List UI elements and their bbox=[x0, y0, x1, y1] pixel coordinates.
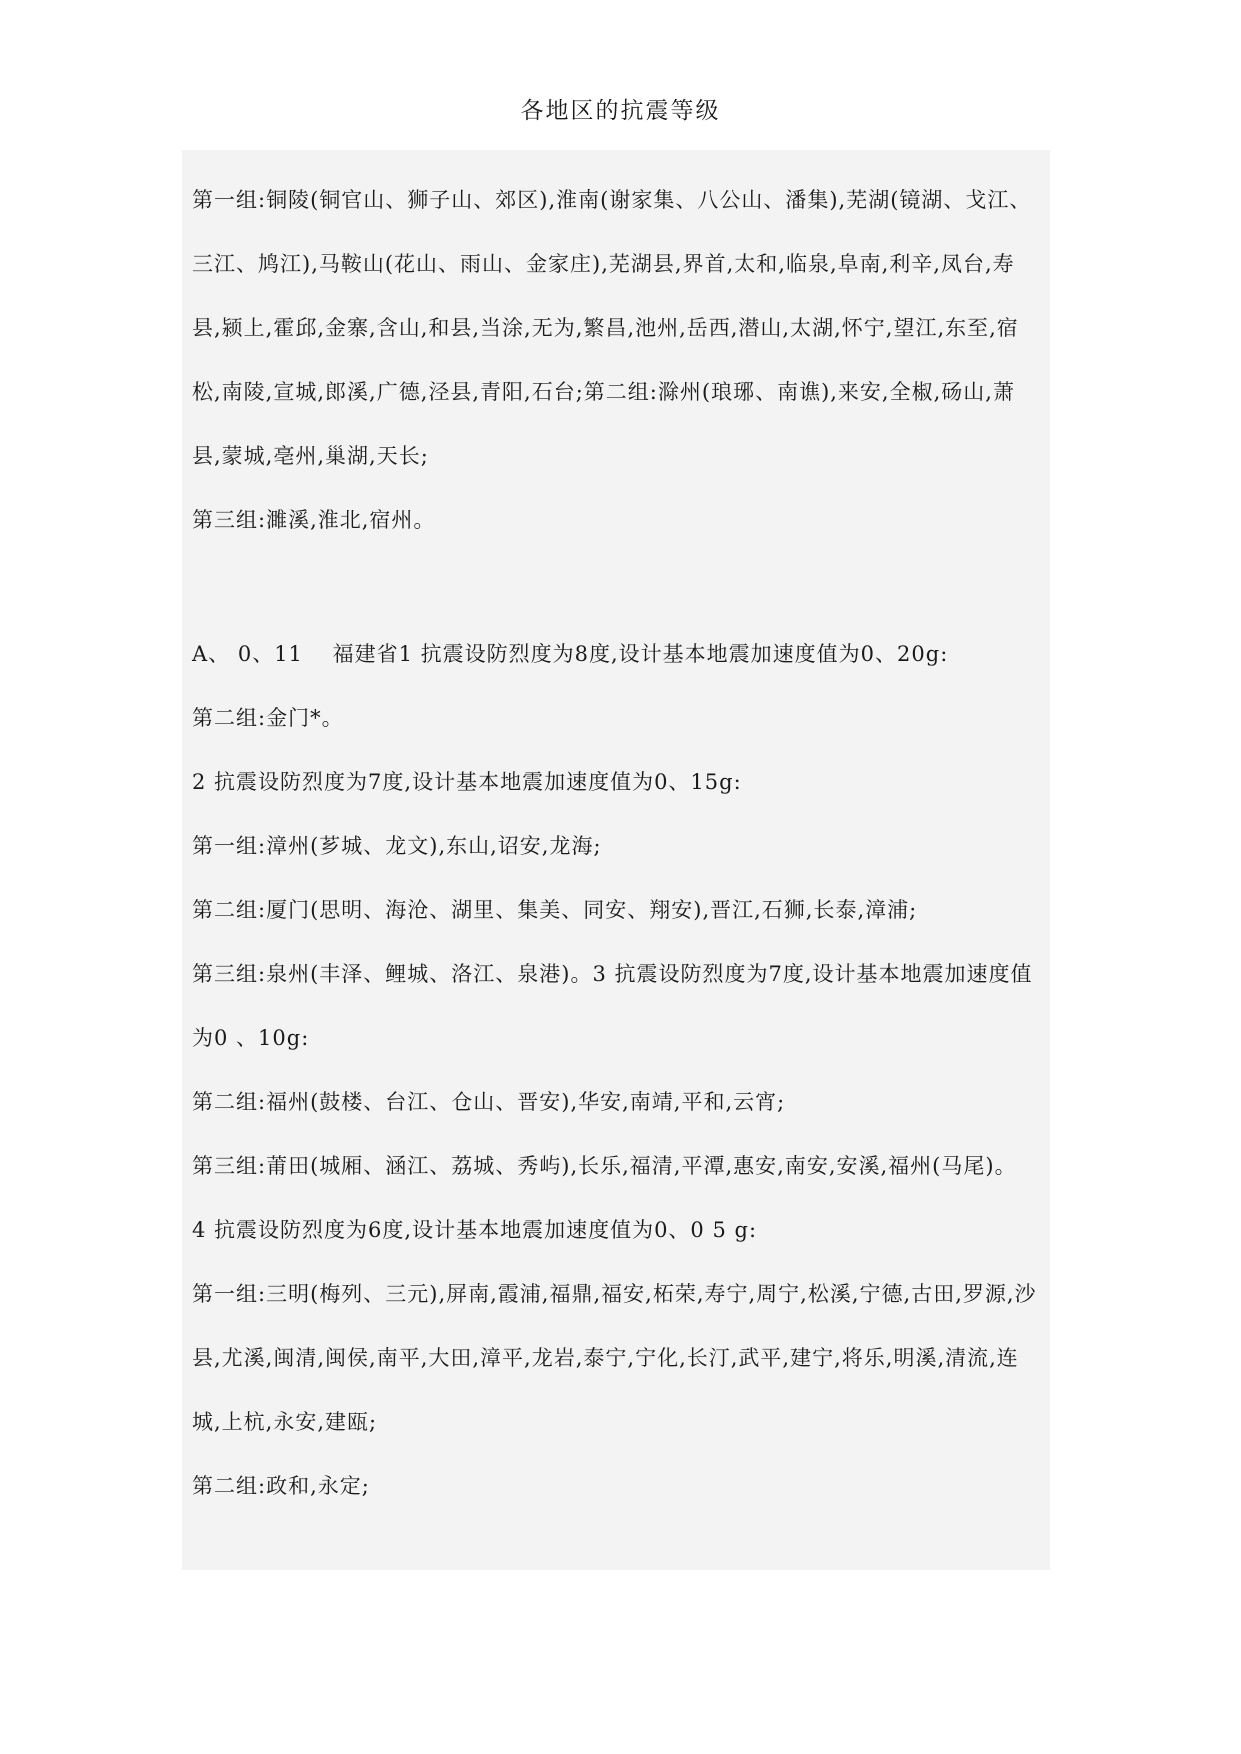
paragraph-spacer bbox=[192, 552, 1044, 622]
paragraph-fujian-7deg-015g: 2 抗震设防烈度为7度,设计基本地震加速度值为0、15g: bbox=[192, 770, 742, 794]
paragraph-fujian-6deg-group-1: 第一组:三明(梅列、三元),屏南,霞浦,福鼎,福安,柘荣,寿宁,周宁,松溪,宁德,古田,罗源,沙县,尤溪,闽清,闽侯,南平,大田,漳平,龙岩,泰宁,宁化,长汀,武平,建宁,将乐,明溪,清流,连城,上杭,永安,建瓯; bbox=[192, 1282, 1037, 1434]
paragraph-fujian-6deg-group-2: 第二组:政和,永定; bbox=[192, 1474, 370, 1498]
document-body bbox=[182, 150, 1050, 1570]
paragraph-fujian-7deg-group-1: 第一组:漳州(芗城、龙文),东山,诏安,龙海; bbox=[192, 834, 602, 858]
paragraph-fujian-7deg-group-3: 第三组:泉州(丰泽、鲤城、洛江、泉港)。3 抗震设防烈度为7度,设计基本地震加速度值为0 、10g: bbox=[192, 962, 1033, 1050]
paragraph-anhui-group-3: 第三组:濉溪,淮北,宿州。 bbox=[192, 508, 436, 532]
paragraph-anhui-group-1-2: 第一组:铜陵(铜官山、狮子山、郊区),淮南(谢家集、八公山、潘集),芜湖(镜湖、戈江、三江、鸠江),马鞍山(花山、雨山、金家庄),芜湖县,界首,太和,临泉,阜南,利辛,凤台,寿县,颍上,霍邱,金寨,含山,和县,当涂,无为,繁昌,池州,岳西,潜山,太湖,怀宁,望江,东至,宿松,南陵,宣城,郎溪,广德,泾县,青阳,石台;第二组:滁州(琅琊、南谯),来安,全椒,砀山,萧县,蒙城,亳州,巢湖,天长; bbox=[192, 188, 1032, 468]
paragraph-fujian-7deg-010g-group-2: 第二组:福州(鼓楼、台江、仓山、晋安),华安,南靖,平和,云宵; bbox=[192, 1090, 786, 1114]
paragraph-fujian-7deg-010g-group-3: 第三组:莆田(城厢、涵江、荔城、秀屿),长乐,福清,平潭,惠安,南安,安溪,福州(马尾)。 bbox=[192, 1154, 1017, 1178]
paragraph-fujian-7deg-group-2: 第二组:厦门(思明、海沧、湖里、集美、同安、翔安),晋江,石狮,长泰,漳浦; bbox=[192, 898, 918, 922]
paragraph-fujian-8deg-group-2: 第二组:金门*。 bbox=[192, 706, 344, 730]
document-title: 各地区的抗震等级 bbox=[520, 98, 721, 124]
paragraph-fujian-header: A、 0、11 福建省1 抗震设防烈度为8度,设计基本地震加速度值为0、20g: bbox=[192, 642, 949, 666]
paragraph-fujian-6deg: 4 抗震设防烈度为6度,设计基本地震加速度值为0、0 5 g: bbox=[192, 1218, 758, 1242]
